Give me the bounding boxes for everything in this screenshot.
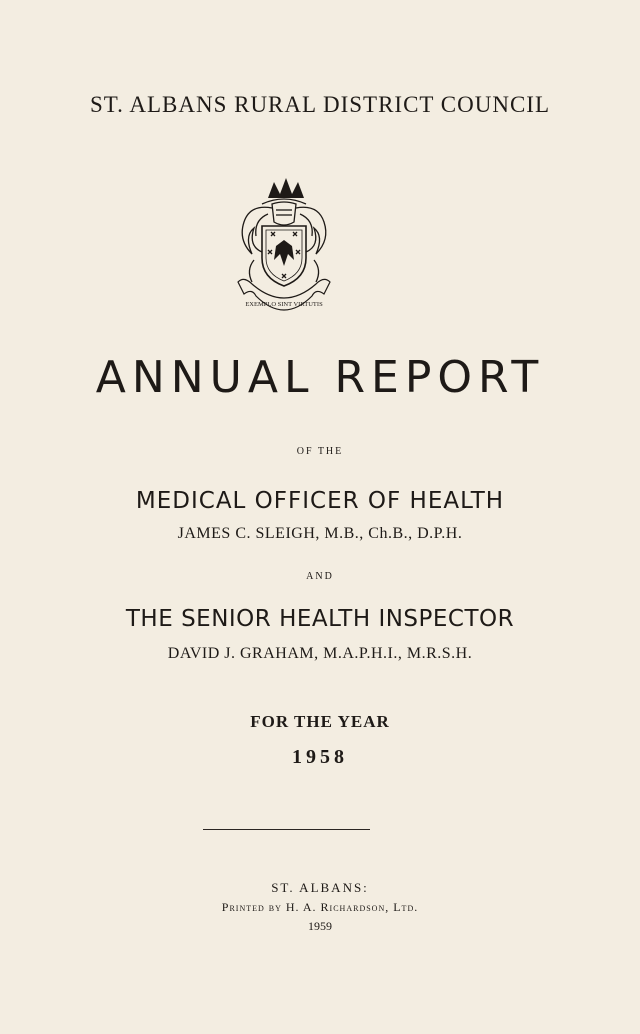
health-inspector-name: DAVID J. GRAHAM, M.A.P.H.I., M.R.S.H. xyxy=(167,645,473,662)
medical-officer-title: MEDICAL OFFICER OF HEALTH xyxy=(135,488,505,514)
medical-officer-name: JAMES C. SLEIGH, M.B., Ch.B., D.P.H. xyxy=(177,525,463,542)
imprint-printer: Printed by H. A. Richardson, Ltd. xyxy=(221,900,419,914)
of-the-label: OF THE xyxy=(296,446,344,457)
crest-motto: EXEMPLO SINT VIRTUTIS xyxy=(245,301,323,308)
imprint-year: 1959 xyxy=(308,919,332,933)
health-inspector-title: THE SENIOR HEALTH INSPECTOR xyxy=(125,606,515,632)
for-the-year-label: FOR THE YEAR xyxy=(250,712,390,731)
and-label: AND xyxy=(306,571,334,582)
imprint-place: ST. ALBANS: xyxy=(271,880,369,895)
council-name: ST. ALBANS RURAL DISTRICT COUNCIL xyxy=(89,92,551,117)
report-year: 1958 xyxy=(292,746,348,768)
coat-of-arms-icon xyxy=(224,170,344,315)
report-title: ANNUAL REPORT xyxy=(95,352,545,403)
divider xyxy=(203,829,370,830)
